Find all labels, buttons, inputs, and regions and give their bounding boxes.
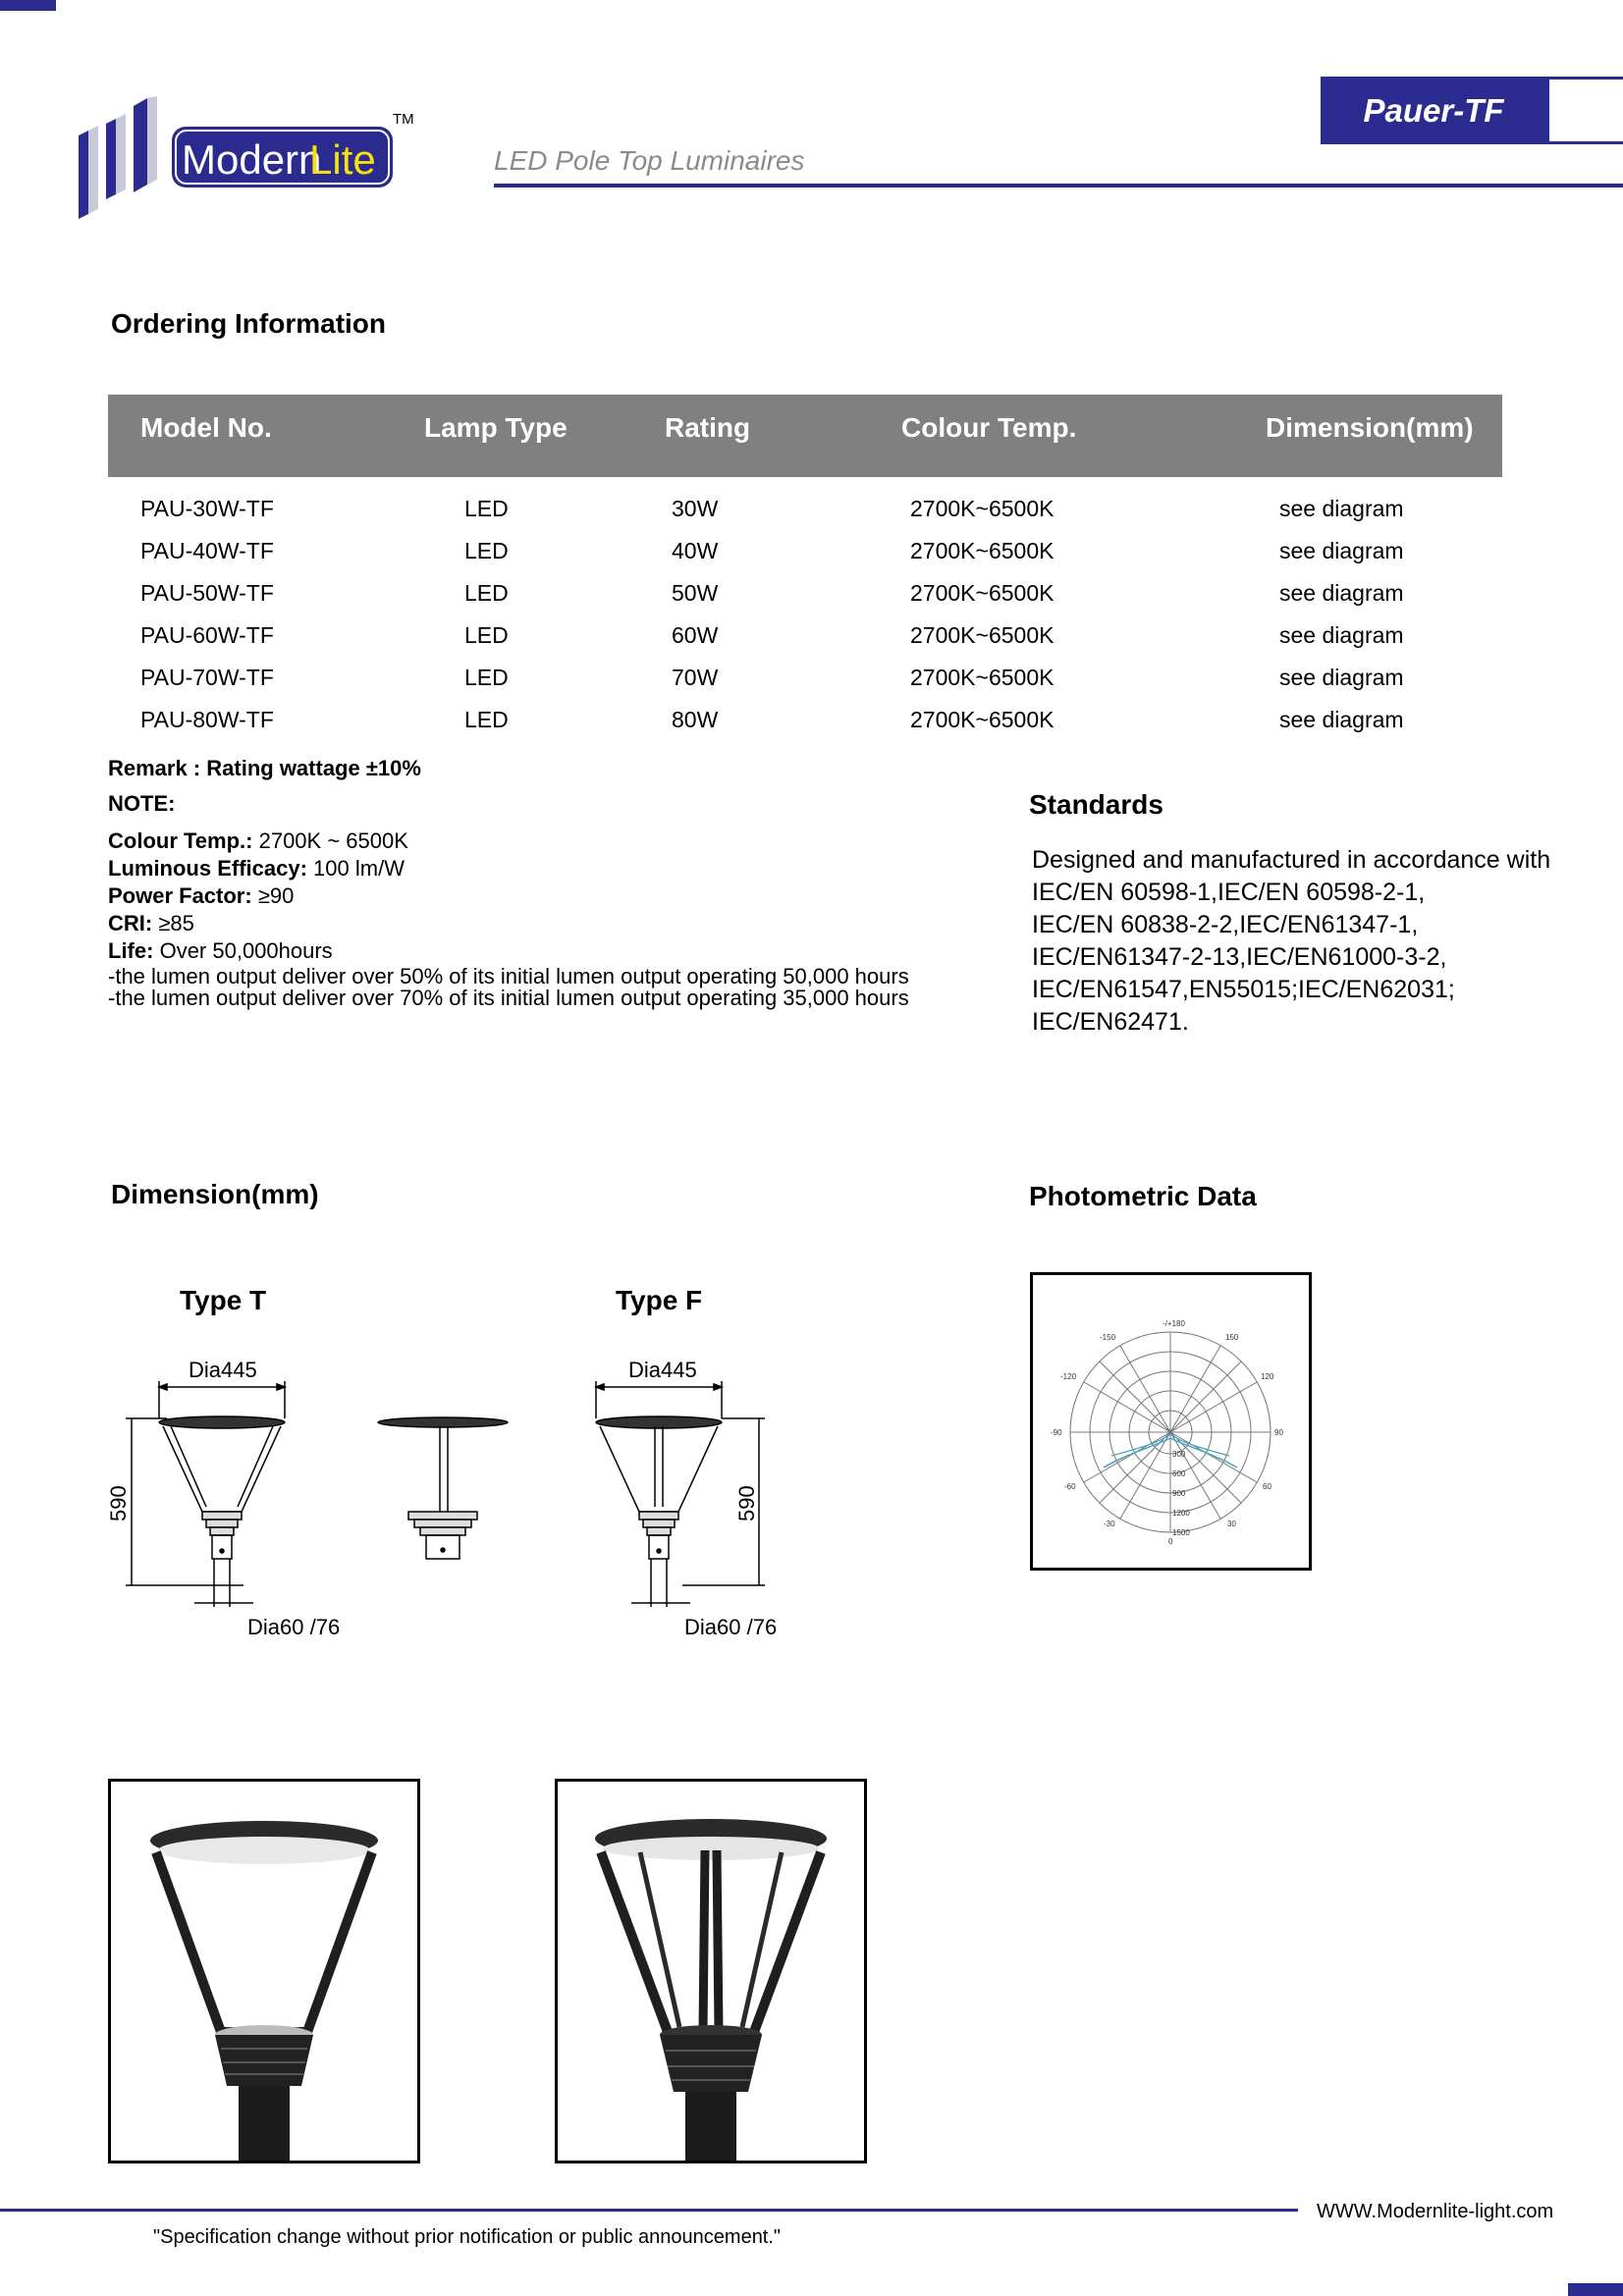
spec-life: Life: Over 50,000hours bbox=[108, 938, 333, 963]
cell-colour: 2700K~6500K bbox=[910, 665, 1055, 690]
column-header-lamp: Lamp Type bbox=[424, 412, 568, 443]
lumen-note-2: -the lumen output deliver over 70% of its initial lumen output operating 35,000 hours bbox=[108, 986, 909, 1010]
cell-colour: 2700K~6500K bbox=[910, 538, 1055, 563]
luminaire-type-f-image bbox=[558, 1782, 864, 2161]
footer-disclaimer: "Specification change without prior notification or public announcement." bbox=[153, 2226, 782, 2248]
ring-label: 300 bbox=[1172, 1450, 1186, 1459]
product-subtitle: LED Pole Top Luminaires bbox=[494, 145, 805, 176]
cell-rating: 70W bbox=[672, 665, 719, 690]
spec-power-factor: Power Factor: ≥90 bbox=[108, 883, 295, 908]
rating-remark: Remark : Rating wattage ±10% bbox=[108, 756, 421, 780]
type-t-dia-base: Dia60 /76 bbox=[247, 1615, 341, 1639]
table-row bbox=[0, 538, 1623, 580]
table-row bbox=[0, 580, 1623, 622]
cell-lamp: LED bbox=[464, 538, 509, 563]
cell-rating: 80W bbox=[672, 707, 719, 732]
photometric-title: Photometric Data bbox=[1029, 1181, 1257, 1211]
cell-dimension: see diagram bbox=[1279, 707, 1404, 732]
website-url: WWW.Modernlite-light.com bbox=[1317, 2201, 1554, 2222]
type-t-label: Type T bbox=[180, 1285, 267, 1315]
cell-model: PAU-50W-TF bbox=[140, 580, 274, 606]
column-header-colour: Colour Temp. bbox=[901, 412, 1077, 443]
trademark-mark: TM bbox=[393, 111, 414, 128]
cell-rating: 40W bbox=[672, 538, 719, 563]
cell-model: PAU-60W-TF bbox=[140, 622, 274, 648]
cell-rating: 60W bbox=[672, 622, 719, 648]
product-photo-type-t bbox=[108, 1779, 420, 2163]
logo-text-modern: Modern bbox=[182, 136, 322, 183]
corner-accent-bottom bbox=[1568, 2283, 1623, 2296]
cell-model: PAU-40W-TF bbox=[140, 538, 274, 563]
type-f-drawing bbox=[555, 1360, 810, 1644]
angle-label: -120 bbox=[1060, 1372, 1077, 1381]
modernlite-logo bbox=[77, 96, 420, 219]
standards-text bbox=[1032, 844, 1582, 1039]
standards-line: IEC/EN62471. bbox=[1032, 1008, 1189, 1036]
footer-rule bbox=[0, 2209, 1298, 2212]
cell-colour: 2700K~6500K bbox=[910, 580, 1055, 606]
spec-colour-temp: Colour Temp.: 2700K ~ 6500K bbox=[108, 828, 408, 853]
type-f-height: 590 bbox=[734, 1485, 759, 1522]
cell-colour: 2700K~6500K bbox=[910, 622, 1055, 648]
logo-text-lite: Lite bbox=[309, 136, 376, 183]
luminaire-type-t-image bbox=[111, 1782, 417, 2161]
photometric-polar-chart bbox=[1033, 1275, 1309, 1568]
standards-line: Designed and manufactured in accordance with bbox=[1032, 846, 1551, 874]
cell-lamp: LED bbox=[464, 665, 509, 690]
type-f-label: Type F bbox=[616, 1285, 703, 1315]
lumen-note-1: -the lumen output deliver over 50% of its initial lumen output operating 50,000 hours bbox=[108, 964, 909, 988]
column-header-dimension: Dimension(mm) bbox=[1266, 412, 1474, 443]
cell-colour: 2700K~6500K bbox=[910, 496, 1055, 521]
cell-dimension: see diagram bbox=[1279, 665, 1404, 690]
note-title: NOTE: bbox=[108, 791, 176, 816]
product-photo-type-f bbox=[555, 1779, 867, 2163]
cell-lamp: LED bbox=[464, 707, 509, 732]
standards-line: IEC/EN61547,EN55015;IEC/EN62031; bbox=[1032, 976, 1455, 1003]
dimension-title: Dimension(mm) bbox=[111, 1179, 319, 1209]
cell-dimension: see diagram bbox=[1279, 622, 1404, 648]
standards-line: IEC/EN 60838-2-2,IEC/EN61347-1, bbox=[1032, 911, 1419, 938]
angle-label: 0 bbox=[1168, 1537, 1173, 1546]
ring-label: 1500 bbox=[1172, 1528, 1190, 1537]
cell-lamp: LED bbox=[464, 496, 509, 521]
angle-label: 60 bbox=[1263, 1482, 1271, 1491]
table-row bbox=[0, 707, 1623, 749]
angle-label: -30 bbox=[1104, 1520, 1115, 1528]
cell-lamp: LED bbox=[464, 580, 509, 606]
cell-dimension: see diagram bbox=[1279, 580, 1404, 606]
spec-list bbox=[108, 828, 408, 965]
ring-label: 600 bbox=[1172, 1469, 1186, 1478]
cell-rating: 30W bbox=[672, 496, 719, 521]
ring-label: 1200 bbox=[1172, 1509, 1190, 1518]
type-t-drawing bbox=[106, 1360, 518, 1644]
column-header-rating: Rating bbox=[665, 412, 751, 443]
cell-model: PAU-70W-TF bbox=[140, 665, 274, 690]
model-badge-tail bbox=[1546, 77, 1623, 144]
spec-cri: CRI: ≥85 bbox=[108, 911, 194, 935]
table-row bbox=[0, 665, 1623, 707]
column-header-model: Model No. bbox=[140, 412, 272, 443]
spec-luminous-efficacy: Luminous Efficacy: 100 lm/W bbox=[108, 856, 405, 881]
angle-label: 90 bbox=[1274, 1428, 1283, 1437]
cell-colour: 2700K~6500K bbox=[910, 707, 1055, 732]
photometric-diagram-frame bbox=[1030, 1272, 1312, 1571]
angle-label: 120 bbox=[1261, 1372, 1274, 1381]
cell-dimension: see diagram bbox=[1279, 496, 1404, 521]
angle-label: 30 bbox=[1227, 1520, 1236, 1528]
cell-dimension: see diagram bbox=[1279, 538, 1404, 563]
table-row bbox=[0, 622, 1623, 665]
ring-label: 900 bbox=[1172, 1489, 1186, 1498]
corner-accent-top bbox=[0, 0, 56, 11]
table-row bbox=[0, 496, 1623, 538]
cell-lamp: LED bbox=[464, 622, 509, 648]
standards-line: IEC/EN61347-2-13,IEC/EN61000-3-2, bbox=[1032, 943, 1447, 971]
cell-rating: 50W bbox=[672, 580, 719, 606]
cell-model: PAU-80W-TF bbox=[140, 707, 274, 732]
model-badge: Pauer-TF bbox=[1321, 77, 1546, 144]
angle-label: -/+180 bbox=[1163, 1319, 1185, 1328]
header-rule bbox=[494, 184, 1623, 187]
angle-label: -90 bbox=[1051, 1428, 1062, 1437]
ordering-title: Ordering Information bbox=[111, 308, 386, 339]
type-t-dia-top: Dia445 bbox=[189, 1360, 257, 1382]
type-f-dia-base: Dia60 /76 bbox=[684, 1615, 778, 1639]
cell-model: PAU-30W-TF bbox=[140, 496, 274, 521]
angle-label: -60 bbox=[1064, 1482, 1076, 1491]
angle-label: -150 bbox=[1100, 1333, 1116, 1342]
type-t-height: 590 bbox=[106, 1485, 131, 1522]
standards-title: Standards bbox=[1029, 789, 1163, 820]
angle-label: 150 bbox=[1225, 1333, 1239, 1342]
standards-line: IEC/EN 60598-1,IEC/EN 60598-2-1, bbox=[1032, 879, 1426, 906]
type-f-dia-top: Dia445 bbox=[628, 1360, 697, 1382]
